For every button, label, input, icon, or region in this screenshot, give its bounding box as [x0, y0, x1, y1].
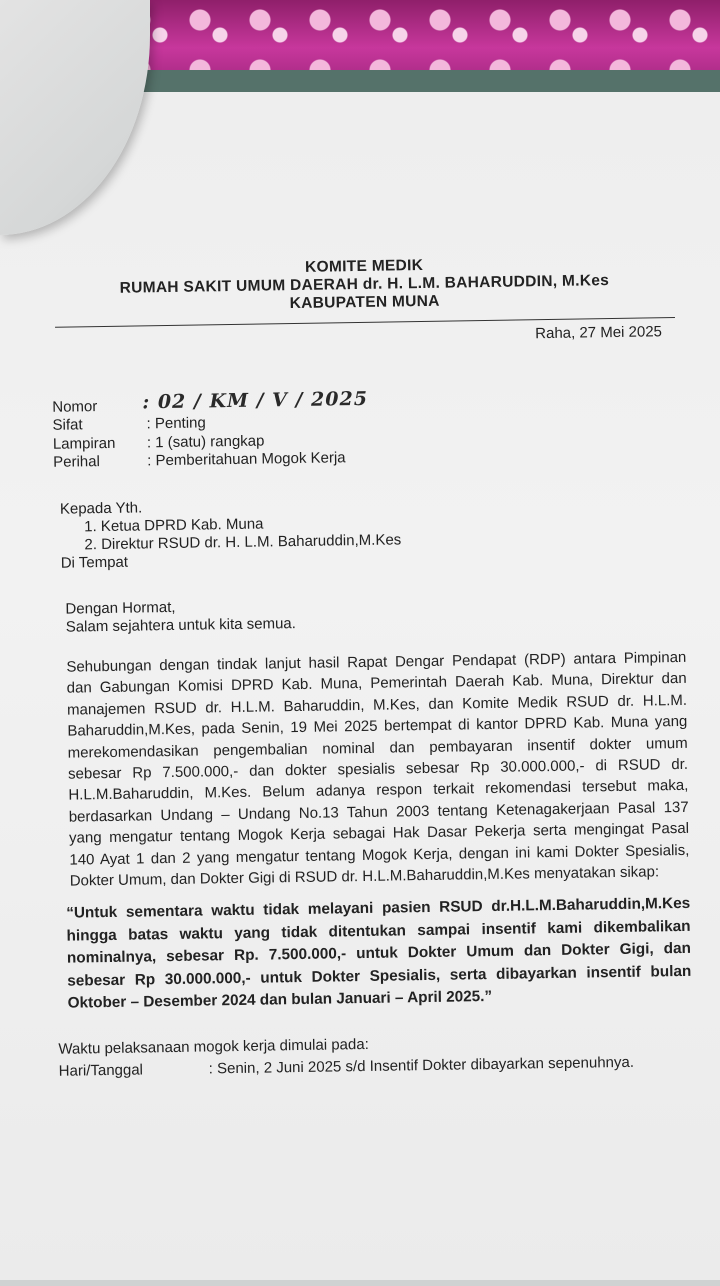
recipient-place: Di Tempat [60, 553, 129, 572]
meta-label-sifat: Sifat [52, 416, 83, 434]
greeting-line-1: Dengan Hormat, [65, 598, 176, 618]
body-line: merekomendasikan pengembalian nominal dan pembayaran insentif dokter umum [67, 734, 688, 762]
meta-label-lampiran: Lampiran [52, 434, 116, 453]
meta-value-nomor: : 02 / KM / V / 2025 [142, 387, 369, 414]
execution-value: : Senin, 2 Juni 2025 s/d Insentif Dokter dibayarkan sepenuhnya. [208, 1053, 635, 1078]
meta-value-sifat: : Penting [146, 414, 206, 433]
body-line: manajemen RSUD dr. H.L.M. Baharuddin, M.Kes, dan Komite Medik RSUD dr. H.L.M. [66, 691, 688, 719]
body-line: H.L.M.Baharuddin, M.Kes. Belum adanya respon terkait rekomendasi tersebut maka, [68, 777, 689, 804]
meta-label-nomor: Nomor [52, 398, 98, 416]
recipient-item-2: 2. Direktur RSUD dr. H. L.M. Baharuddin,M.Kes [84, 531, 402, 554]
body-line: dan Gabungan Komisi DPRD Kab. Muna, Pemerintah Daerah Kab. Muna, Direktur dan [66, 670, 687, 698]
execution-label: Hari/Tanggal [58, 1061, 144, 1080]
statement-line: sebesar Rp 30.000.000,- untuk Dokter Spesialis, serta dibayarkan insentif bulan [67, 962, 692, 990]
statement-line: “Untuk sementara waktu tidak melayani pasien RSUD dr.H.L.M.Baharuddin,M.Kes [66, 894, 691, 922]
body-line: Dokter Umum, dan Dokter Gigi di RSUD dr. H.L.M.Baharuddin,M.Kes menyatakan sikap: [69, 863, 660, 890]
letter-date: Raha, 27 Mei 2025 [535, 323, 663, 343]
body-line: sebesar Rp 7.500.000,- dan dokter spesialis sebesar Rp 30.000.000,- di RSUD dr. [67, 755, 689, 783]
recipient-item-1: 1. Ketua DPRD Kab. Muna [84, 515, 264, 536]
meta-value-perihal: : Pemberitahuan Mogok Kerja [147, 449, 346, 470]
header-hospital: RUMAH SAKIT UMUM DAERAH dr. H. L.M. BAHARUDDIN, M.Kes [119, 272, 610, 297]
recipient-intro: Kepada Yth. [59, 499, 143, 518]
strike-statement [66, 893, 692, 1015]
body-line: Sehubungan dengan tindak lanjut hasil Rapat Dengar Pendapat (RDP) antara Pimpinan [66, 648, 687, 676]
header-regency: KABUPATEN MUNA [289, 292, 440, 313]
execution-intro: Waktu pelaksanaan mogok kerja dimulai pada: [58, 1035, 369, 1058]
header-committee: KOMITE MEDIK [304, 256, 424, 276]
greeting-line-2: Salam sejahtera untuk kita semua. [65, 615, 296, 636]
body-line: berdasarkan Undang – Undang No.13 Tahun 2003 tentang Ketenagakerjaan Pasal 137 [68, 798, 689, 826]
meta-label-perihal: Perihal [53, 453, 101, 471]
body-line: 140 Ayat 1 dan 2 yang mengatur tentang Mogok Kerja, dengan ini kami Dokter Spesialis, [69, 841, 690, 869]
statement-line: nominalnya, sebesar Rp. 7.500.000,- untuk Dokter Umum dan Dokter Gigi, dan [66, 939, 692, 967]
body-line: yang mengatur tentang Mogok Kerja sebagai Hak Dasar Pekerja serta mengingat Pasal [68, 819, 690, 847]
statement-line: hingga batas waktu yang tidak ditentukan sampai insentif kami dikembalikan [66, 917, 691, 945]
meta-value-lampiran: : 1 (satu) rangkap [146, 432, 265, 452]
body-paragraph [66, 647, 690, 892]
body-line: Baharuddin,M.Kes, pada Senin, 19 Mei 2025 bertempat di kantor DPRD Kab. Muna yang [67, 713, 688, 740]
statement-line: Oktober – Desember 2024 dan bulan Januari – April 2025.” [67, 987, 493, 1012]
